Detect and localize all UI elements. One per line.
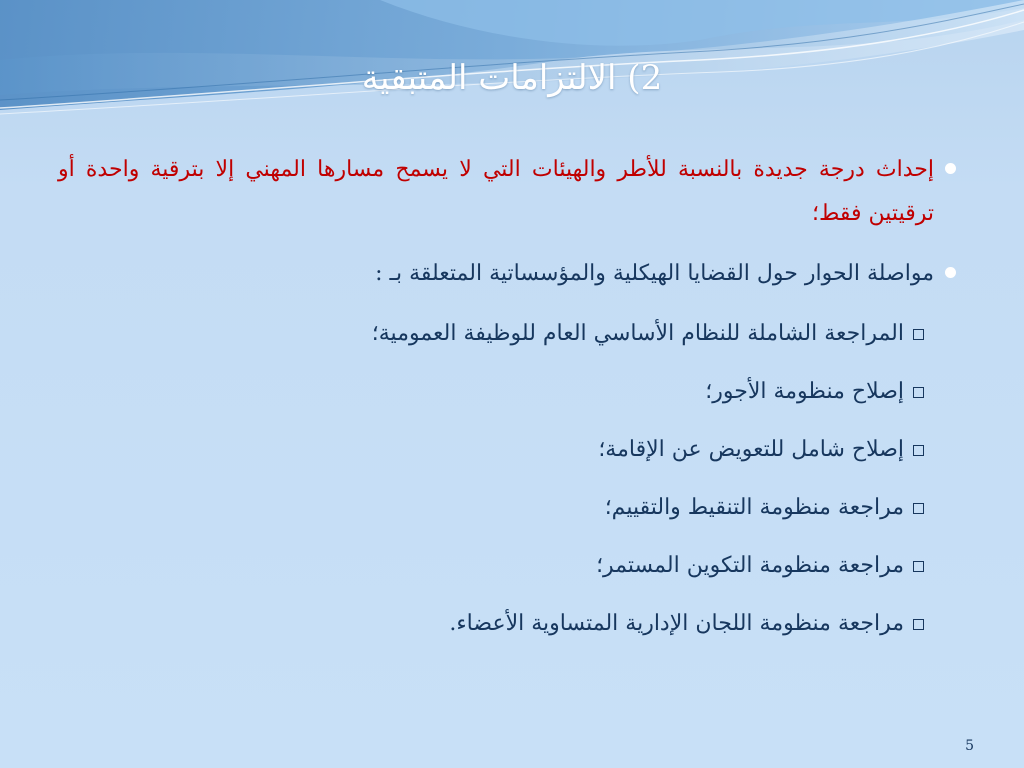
sub-item-text: مراجعة منظومة التنقيط والتقييم؛ [604, 495, 904, 520]
square-bullet-icon [913, 387, 924, 398]
bullet-item [58, 252, 938, 296]
sub-item-text: إصلاح شامل للتعويض عن الإقامة؛ [598, 437, 904, 462]
bullet-text: مواصلة الحوار حول القضايا الهيكلية والمؤسساتية المتعلقة بـ : [375, 261, 934, 286]
sub-list [58, 312, 938, 660]
square-bullet-icon [913, 329, 924, 340]
square-bullet-icon [913, 445, 924, 456]
sub-item-text: المراجعة الشاملة للنظام الأساسي العام للوظيفة العمومية؛ [371, 321, 904, 346]
sub-item-text: إصلاح منظومة الأجور؛ [705, 379, 904, 404]
bullet-dot-icon [945, 163, 956, 174]
bullet-text: إحداث درجة جديدة بالنسبة للأطر والهيئات التي لا يسمح مسارها المهني إلا بترقية واحدة أو ترقيتين فقط؛ [58, 157, 934, 226]
square-bullet-icon [913, 503, 924, 514]
sub-item-text: مراجعة منظومة اللجان الإدارية المتساوية الأعضاء. [449, 611, 904, 636]
slide-content [58, 148, 938, 660]
bullet-dot-icon [945, 267, 956, 278]
sub-list-item [58, 370, 910, 428]
page-number: 5 [965, 738, 974, 754]
slide-title: 2) الالتزامات المتبقية [361, 58, 663, 98]
sub-list-item [58, 486, 910, 544]
square-bullet-icon [913, 561, 924, 572]
sub-list-item [58, 544, 910, 602]
sub-item-text: مراجعة منظومة التكوين المستمر؛ [596, 553, 904, 578]
sub-list-item [58, 312, 910, 370]
square-bullet-icon [913, 619, 924, 630]
bullet-item [58, 148, 938, 236]
sub-list-item [58, 428, 910, 486]
sub-list-item [58, 602, 910, 660]
